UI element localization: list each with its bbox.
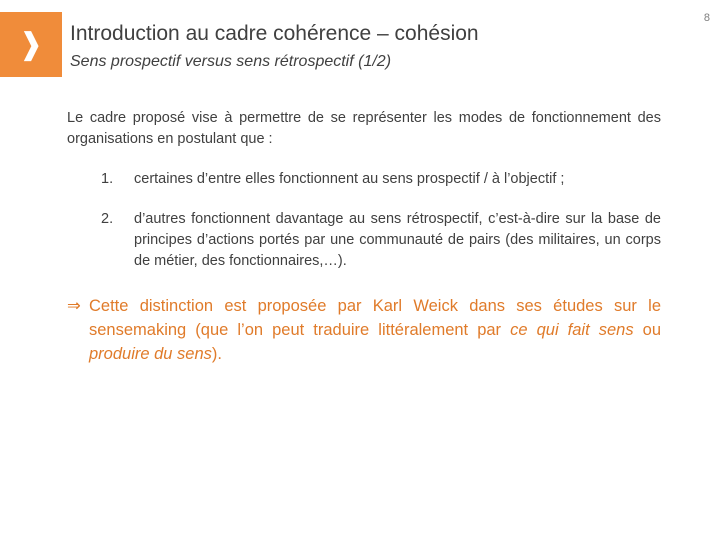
- intro-paragraph: Le cadre proposé vise à permettre de se représenter les modes de fonctionnement des organisations en postulant que :: [67, 110, 661, 147]
- section-badge: [0, 12, 62, 77]
- conclusion-text-part: ou: [633, 321, 662, 339]
- slide-title: Introduction au cadre cohérence – cohésion: [70, 22, 479, 45]
- page-number: 8: [703, 12, 710, 24]
- conclusion-text-part: ).: [211, 345, 223, 363]
- conclusion-text-part: Cette distinction est proposée par Karl Weick dans ses études sur le sensemaking (que l’on peut traduire littéralement par: [89, 297, 661, 339]
- chevron-right-icon: ❱: [18, 27, 44, 61]
- implies-arrow-icon: ⇒: [67, 297, 81, 315]
- slide-body: [67, 108, 661, 366]
- numbered-list: [67, 169, 661, 272]
- conclusion-emphasis: ce qui fait sens: [510, 321, 634, 339]
- conclusion-emphasis: produire du sens: [89, 345, 212, 363]
- list-item: [67, 209, 661, 272]
- conclusion-text: [89, 294, 661, 366]
- list-item-number: 1.: [101, 171, 114, 187]
- list-item-text: d’autres fonctionnent davantage au sens rétrospectif, c’est-à-dire sur la base de principes d’actions portés par une communauté de pairs (des militaires, un corps de métier, des fonctionnaires,…).: [134, 211, 661, 269]
- slide-subtitle: Sens prospectif versus sens rétrospectif (1/2): [70, 53, 392, 70]
- list-item-text: certaines d’entre elles fonctionnent au sens prospectif / à l’objectif ;: [134, 171, 565, 187]
- conclusion-paragraph: [67, 294, 661, 366]
- list-item: [67, 169, 661, 190]
- list-item-number: 2.: [101, 211, 114, 227]
